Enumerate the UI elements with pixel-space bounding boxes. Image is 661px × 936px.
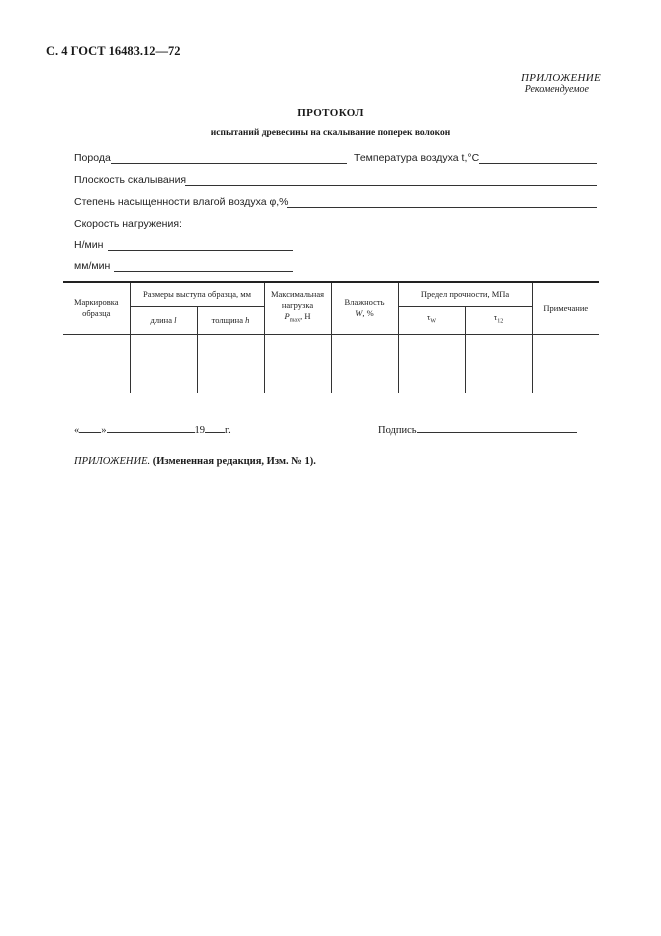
- field-shear-plane-line: [185, 185, 597, 186]
- col-moisture: Влажность W, %: [331, 282, 398, 334]
- field-shear-plane-label: Плоскость скалывания: [74, 174, 187, 186]
- col-dimensions: Размеры выступа образца, мм: [130, 282, 264, 306]
- field-mm-min-label: мм/мин: [74, 260, 111, 272]
- field-air-temp-label: Температура воздуха t,°С: [354, 152, 480, 164]
- field-air-saturation-label: Степень насыщенности влагой воздуха φ,%: [74, 196, 289, 208]
- col-note: Примечание: [532, 282, 599, 334]
- table-cell: [331, 334, 398, 393]
- field-air-saturation-line: [287, 207, 597, 208]
- col-strength: Предел прочности, МПа: [398, 282, 532, 306]
- field-mm-min-line: [114, 271, 293, 272]
- field-species-line: [111, 163, 347, 164]
- field-species-label: Порода: [74, 152, 111, 164]
- col-tau-12: $\tau_{12}$: [465, 306, 532, 334]
- table-cell: [197, 334, 264, 393]
- protocol-title: ПРОТОКОЛ: [297, 107, 364, 119]
- table-cell: [63, 334, 130, 393]
- field-loading-speed-label: Скорость нагружения:: [74, 218, 182, 230]
- protocol-table: [63, 281, 599, 393]
- col-marking: Маркировка образца: [63, 282, 130, 334]
- page-header: С. 4 ГОСТ 16483.12—72: [46, 44, 181, 58]
- appendix-title: ПРИЛОЖЕНИЕ: [521, 72, 601, 84]
- field-n-min-line: [108, 250, 293, 251]
- col-length: длина l: [130, 306, 197, 334]
- table-cell: [465, 334, 532, 393]
- table-row: [63, 334, 599, 393]
- date-field: « » 19 г.: [74, 425, 231, 436]
- table-cell: [398, 334, 465, 393]
- col-tau-w: $\tau_W$: [398, 306, 465, 334]
- signature-field: Подпись: [378, 425, 577, 436]
- col-thickness: толщина h: [197, 306, 264, 334]
- field-air-temp-line: [479, 163, 597, 164]
- field-n-min-label: Н/мин: [74, 239, 104, 251]
- appendix-type: Рекомендуемое: [524, 84, 589, 95]
- table-cell: [264, 334, 331, 393]
- table-cell: [130, 334, 197, 393]
- table-cell: [532, 334, 599, 393]
- col-max-load: Максимальная нагрузка $P_{max}$, Н: [264, 282, 331, 334]
- protocol-subtitle: испытаний древесины на скалывание поперек волокон: [210, 128, 451, 138]
- edit-note: ПРИЛОЖЕНИЕ. (Измененная редакция, Изм. № 1).: [74, 456, 316, 467]
